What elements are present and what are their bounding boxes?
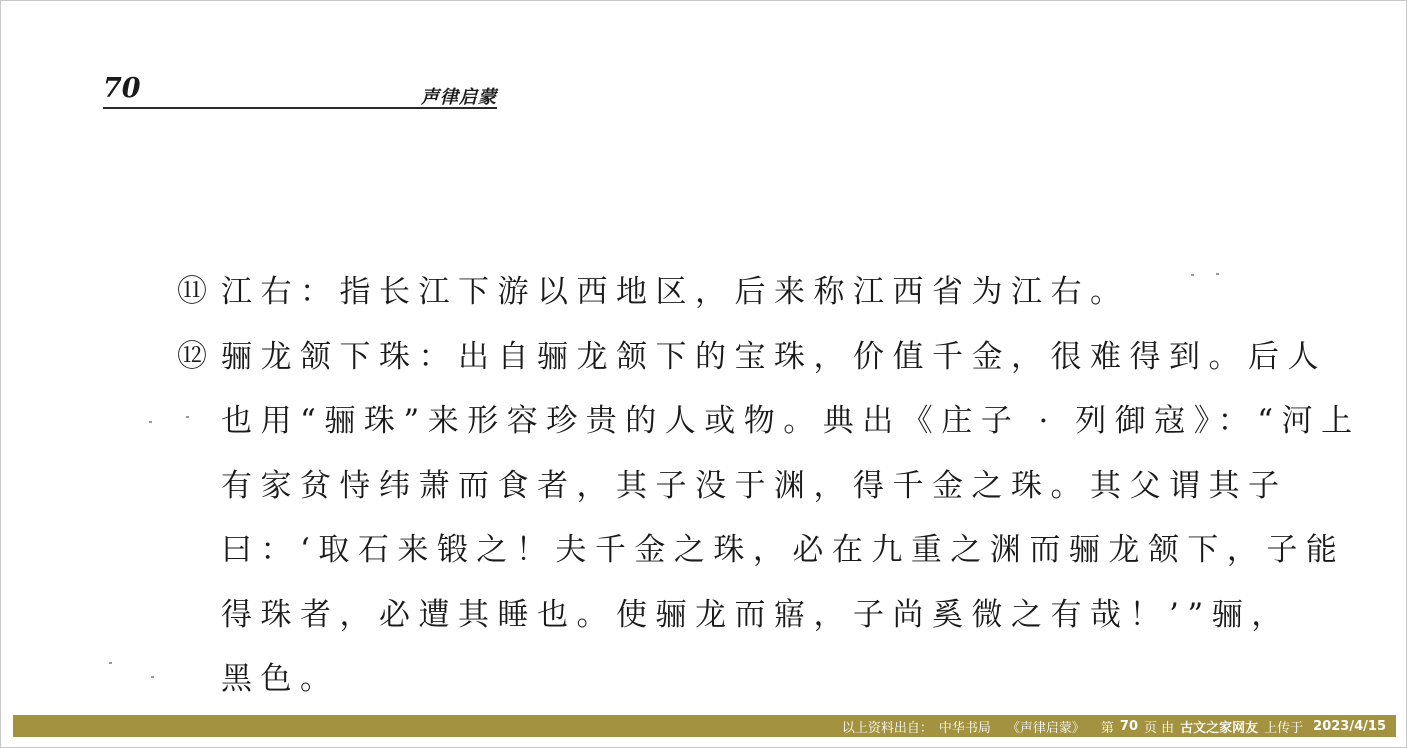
footer-uploader: 古文之家网友	[1180, 720, 1259, 736]
note-12	[177, 328, 1357, 393]
note-text-line: 江右：指长江下游以西地区，后来称江西省为江右。	[221, 274, 1130, 310]
note-12-continuation	[177, 586, 1357, 651]
note-number: ⑪	[177, 274, 207, 309]
footer-book: 《声律启蒙》	[1006, 720, 1085, 736]
scan-speck	[151, 676, 154, 678]
source-footer	[13, 715, 1396, 737]
scan-speck	[186, 416, 189, 418]
note-text-line: 也用“骊珠”来形容珍贵的人或物。典出《庄子 · 列御寇》：“河上	[221, 403, 1361, 439]
note-text-line: 得珠者，必遭其睡也。使骊龙而寤，子尚奚微之有哉！’”骊，	[221, 596, 1291, 633]
page-number: 70	[103, 73, 141, 104]
footer-date: 2023/4/15	[1313, 718, 1386, 734]
note-11	[177, 263, 1357, 328]
footer-page: 70	[1119, 718, 1138, 734]
note-12-continuation	[177, 457, 1357, 522]
scan-speck	[1216, 273, 1219, 275]
note-text-line: 骊龙颔下珠：出自骊龙颔下的宝珠，价值千金，很难得到。后人	[221, 338, 1327, 375]
notes-body	[177, 263, 1361, 715]
footer-upload-label: 上传于	[1264, 720, 1304, 736]
note-text-line: 曰：‘取石来锻之！夫千金之珠，必在九重之渊而骊龙颔下，子能	[221, 532, 1346, 568]
footer-page-suffix: 页 由	[1144, 720, 1175, 736]
scan-speck	[149, 421, 152, 423]
note-12-continuation	[177, 392, 1361, 457]
note-text-line: 有家贫恃纬萧而食者，其子没于渊，得千金之珠。其父谓其子	[221, 467, 1288, 504]
scan-speck	[1191, 274, 1194, 276]
running-title: 声律启蒙	[421, 87, 497, 108]
note-number: ⑫	[177, 338, 207, 374]
note-12-continuation	[177, 521, 1357, 586]
scan-speck	[109, 662, 112, 664]
note-text-line: 黑色。	[221, 661, 340, 697]
header-rule	[103, 107, 497, 109]
page-header	[103, 71, 497, 109]
footer-source-label: 以上资料出自：	[841, 720, 933, 736]
note-12-continuation	[177, 650, 1357, 715]
footer-publisher: 中华书局	[938, 720, 991, 736]
footer-page-prefix: 第	[1100, 720, 1114, 736]
